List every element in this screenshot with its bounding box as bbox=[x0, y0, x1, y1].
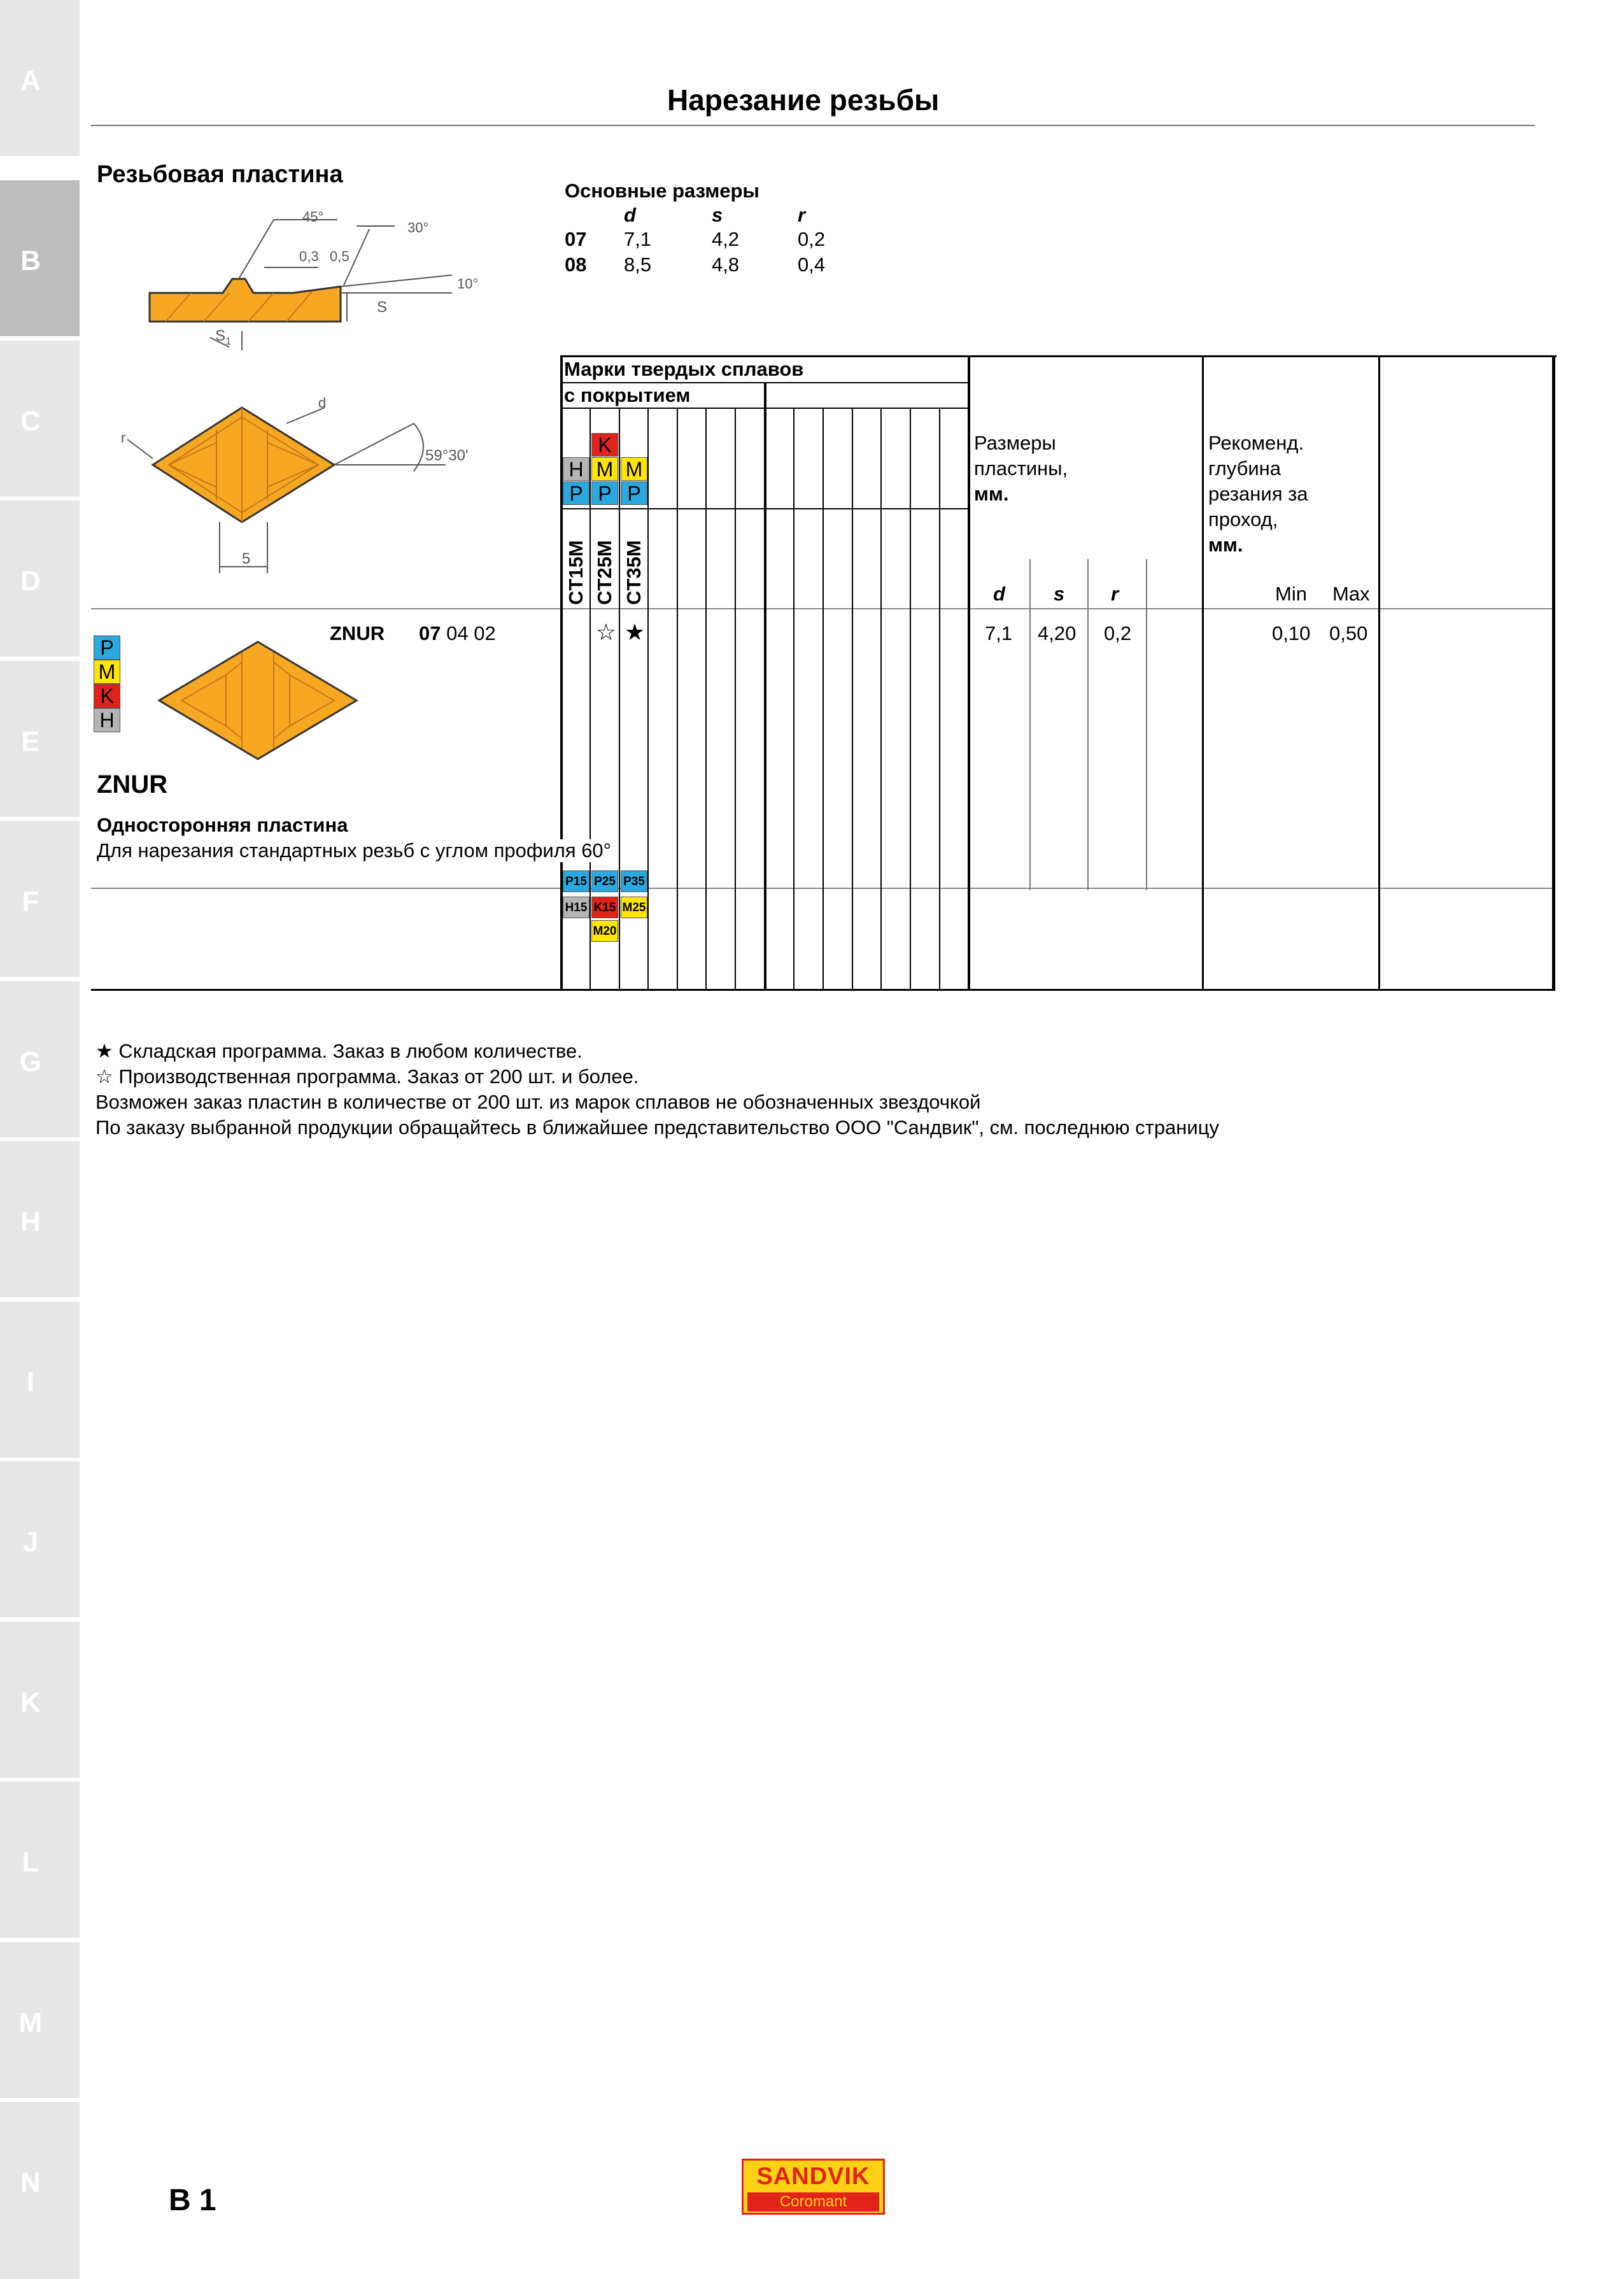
header-rule bbox=[91, 125, 1535, 126]
d-label: d bbox=[318, 395, 327, 411]
side-tab-f[interactable]: F bbox=[0, 821, 80, 977]
dims-header-2: пластины, bbox=[974, 457, 1068, 479]
grades-header: Марки твердых сплавов bbox=[564, 358, 804, 380]
grade-ct35m: CT35M bbox=[623, 540, 645, 605]
note-production: ☆ Производственная программа. Заказ от 200 шт. и более. bbox=[95, 1065, 639, 1088]
row-iso-p: P bbox=[94, 635, 120, 660]
app-grade-m25: M25 bbox=[621, 897, 647, 918]
grades-subheader: с покрытием bbox=[564, 384, 691, 406]
dim-5-label: 5 bbox=[242, 550, 251, 567]
insert-profile-diagram bbox=[127, 204, 522, 350]
section-title: Резьбовая пластина bbox=[97, 161, 343, 188]
row-name: ZNUR bbox=[330, 622, 385, 644]
star-outline-icon: ☆ bbox=[95, 1065, 113, 1088]
side-tab-m[interactable]: M bbox=[0, 1942, 80, 2098]
angle-10-label: 10° bbox=[457, 276, 479, 292]
app-grade-k15: K15 bbox=[591, 897, 618, 918]
row-code: 07 04 02 bbox=[419, 622, 496, 644]
iso-p-col2: P bbox=[591, 481, 618, 505]
depth-col-max: Max bbox=[1332, 583, 1370, 605]
r-label: r bbox=[121, 430, 126, 446]
side-tab-l[interactable]: L bbox=[0, 1782, 80, 1938]
depth-header-5: мм. bbox=[1208, 534, 1243, 556]
row-min: 0,10 bbox=[1272, 622, 1311, 644]
basic-dims-size-08: 08 bbox=[565, 253, 587, 276]
depth-header-2: глубина bbox=[1208, 457, 1281, 479]
insert-description: Для нарезания стандартных резьб с углом профиля 60° bbox=[97, 839, 612, 862]
basic-dims-s-07: 4,2 bbox=[712, 228, 740, 250]
iso-h-col1: H bbox=[563, 457, 590, 481]
row-s: 4,20 bbox=[1038, 622, 1077, 644]
basic-dims-d-header: d bbox=[624, 204, 636, 226]
side-tab-k[interactable]: K bbox=[0, 1622, 80, 1778]
dim-05-label: 0,5 bbox=[330, 248, 350, 264]
basic-dims-r-08: 0,4 bbox=[798, 253, 826, 276]
depth-col-min: Min bbox=[1275, 583, 1307, 605]
insert-subtitle: Односторонняя пластина bbox=[97, 814, 348, 836]
grade-ct25m: CT25M bbox=[593, 540, 616, 605]
row-iso-k: K bbox=[94, 684, 120, 708]
iso-p-col1: P bbox=[563, 481, 590, 505]
insert-top-view-diagram bbox=[115, 392, 522, 583]
dims-col-s: s bbox=[1054, 583, 1065, 605]
row-iso-m: M bbox=[94, 660, 120, 684]
app-grade-p25: P25 bbox=[591, 870, 618, 892]
side-tab-e[interactable]: E bbox=[0, 661, 80, 817]
page-number: B 1 bbox=[169, 2183, 216, 2217]
iso-m-col3: M bbox=[621, 457, 647, 481]
depth-header-1: Рекоменд. bbox=[1208, 432, 1304, 454]
sandvik-logo: SANDVIK Coromant bbox=[742, 2159, 885, 2215]
app-grade-p35: P35 bbox=[621, 870, 647, 892]
angle-30-label: 30° bbox=[407, 220, 429, 236]
side-tab-n[interactable]: N bbox=[0, 2102, 80, 2279]
star-filled-icon: ★ bbox=[95, 1040, 113, 1062]
basic-dims-s-08: 4,8 bbox=[712, 253, 740, 276]
star-filled-icon: ★ bbox=[624, 619, 646, 645]
app-grade-p15: P15 bbox=[563, 870, 590, 892]
app-grade-h15: H15 bbox=[563, 897, 590, 918]
note-contact: По заказу выбранной продукции обращайтесь в ближайшее представительство ООО "Сандвик", см. последнюю страницу bbox=[95, 1116, 1219, 1139]
star-outline-icon: ☆ bbox=[595, 619, 617, 645]
row-iso-h: H bbox=[94, 708, 120, 732]
angle-45-label: 45° bbox=[302, 209, 324, 225]
s1-label: $S_1$ bbox=[215, 327, 231, 347]
grade-ct15m: CT15M bbox=[565, 540, 587, 605]
side-tab-a[interactable]: A bbox=[0, 0, 80, 156]
note-stock: ★ Складская программа. Заказ в любом количестве. bbox=[95, 1040, 583, 1062]
basic-dims-d-07: 7,1 bbox=[624, 228, 652, 250]
page-title: Нарезание резьбы bbox=[667, 83, 940, 117]
side-tab-c[interactable]: C bbox=[0, 341, 80, 497]
side-tab-g[interactable]: G bbox=[0, 981, 80, 1137]
side-tab-h[interactable]: H bbox=[0, 1141, 80, 1297]
basic-dims-r-header: r bbox=[798, 204, 806, 226]
angle-5930-label: 59°30' bbox=[425, 447, 469, 464]
row-max: 0,50 bbox=[1329, 622, 1368, 644]
side-tab-i[interactable]: I bbox=[0, 1302, 80, 1458]
depth-header-3: резания за bbox=[1208, 483, 1308, 505]
row-d: 7,1 bbox=[985, 622, 1013, 644]
note-order: Возможен заказ пластин в количестве от 200 шт. из марок сплавов не обозначенных звездочкой bbox=[95, 1091, 981, 1113]
basic-dims-size-07: 07 bbox=[565, 228, 587, 250]
basic-dims-d-08: 8,5 bbox=[624, 253, 652, 276]
iso-p-col3: P bbox=[621, 481, 647, 505]
side-tab-j[interactable]: J bbox=[0, 1461, 80, 1617]
basic-dims-title: Основные размеры bbox=[565, 180, 759, 202]
dims-header-3: мм. bbox=[974, 483, 1009, 505]
s-label: S bbox=[377, 299, 388, 316]
side-tab-d[interactable]: D bbox=[0, 501, 80, 657]
side-tab-b[interactable]: B bbox=[0, 180, 80, 336]
basic-dims-s-header: s bbox=[712, 204, 723, 226]
iso-k-col2: K bbox=[591, 433, 618, 457]
app-grade-m20: M20 bbox=[591, 920, 618, 942]
insert-name: ZNUR bbox=[97, 770, 168, 799]
dim-03-label: 0,3 bbox=[299, 248, 319, 264]
insert-icon bbox=[153, 637, 363, 764]
basic-dims-r-07: 0,2 bbox=[798, 228, 826, 250]
iso-m-col2: M bbox=[591, 457, 618, 481]
depth-header-4: проход, bbox=[1208, 508, 1278, 530]
row-r: 0,2 bbox=[1104, 622, 1132, 644]
dims-header-1: Размеры bbox=[974, 432, 1056, 454]
dims-col-r: r bbox=[1111, 583, 1119, 605]
dims-col-d: d bbox=[993, 583, 1005, 605]
